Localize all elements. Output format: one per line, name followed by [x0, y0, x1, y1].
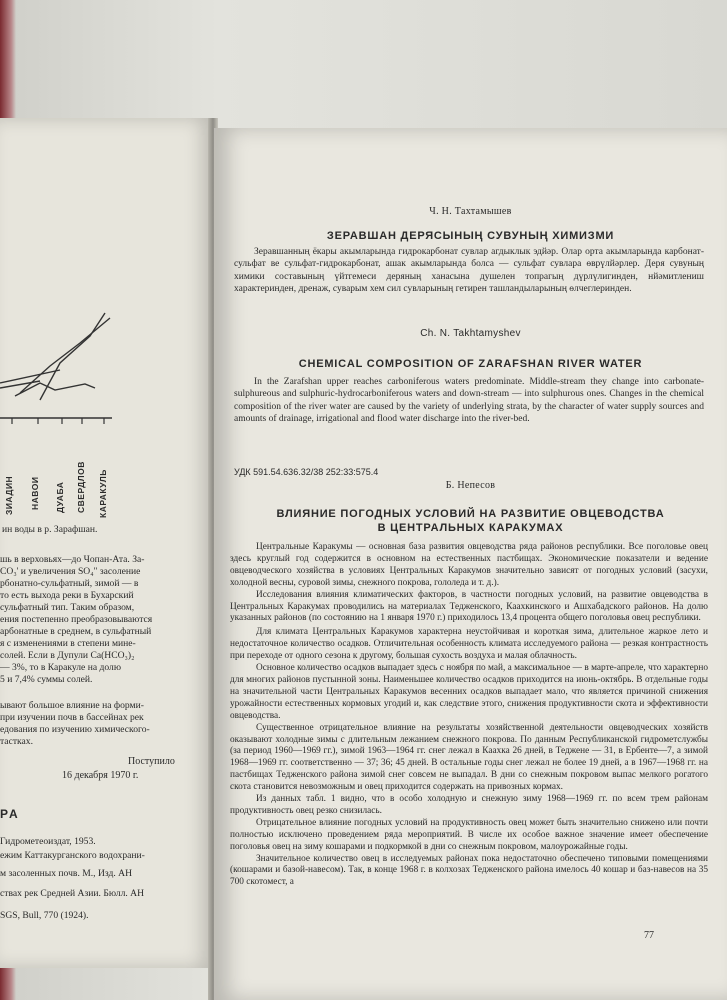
water-chemistry-chart — [0, 288, 212, 488]
left-line: CO₃' и увеличения SO₄" засоление — [0, 566, 141, 577]
body-paragraph: Значительное количество овец в исследуемых районах пока недостаточно обеспечено типовыми помещениями (кошарами и базой-навесом). Так, в конце 1968 г. в колхозах Тедженского района имелось 40 кошар и баз-навесов на 35 700 скотомест, а — [230, 853, 708, 888]
left-line: ения постепенно преобразовываются — [0, 614, 153, 625]
right-page — [214, 128, 727, 1000]
left-line: тастках. — [0, 736, 33, 747]
body-paragraph: Центральные Каракумы — основная база развития овцеводства ряда районов республики. Все поголовье овец здесь круглый год содержится в основном на естественных пастбищах. Экономические показатели и ведение овцеводческого хозяйства в условиях Центральных Каракумов значительно зависят от погодных условий (засухи, холодной весны, суровой зимы, снежного покрова, гололеда и т. д.). — [230, 542, 708, 588]
axis-label-karakul: КАРАКУЛЬ — [98, 469, 108, 518]
left-line: то есть выхода реки в Бухарский — [0, 590, 134, 601]
left-line: — 3%, то в Каракуле на долю — [0, 662, 121, 673]
left-line: арбонатные в среднем, в сульфатный — [0, 626, 152, 637]
axis-label-sverdlov: СВЕРДЛОВ — [76, 461, 86, 513]
body-paragraph: Исследования влияния климатических факторов, в частности погодных условий, на развитие овцеводства в Центральных Каракумах проводились на материалах Тедженского, Каахкинского и Ашхабадского районов. На долю указанных районов (по состоянию на 1 января 1970 г.) приходилось 13,4 процента общего поголовья овец республики. — [230, 589, 708, 624]
left-line: я с изменениями в степени мине- — [0, 638, 136, 649]
uz-title: ЗЕРАВШАН ДЕРЯСЫНЫҢ СУВУНЫҢ ХИМИЗМИ — [326, 230, 615, 242]
ru-title-line2: В ЦЕНТРАЛЬНЫХ КАРАКУМАХ — [377, 522, 564, 534]
section-letters: РА — [0, 807, 20, 821]
body-paragraph: Существенное отрицательное влияние на результаты хозяйственной деятельности овцеводческих хозяйств оказывают холодные зимы с длительным лежанием снежного покрова. По данным Республиканской гидрометслужбы (за период 1960—1969 гг.), зимой 1963—1964 гг. снег лежал в Каахка 26 дней, в Теджене — 31, в Ербенте—7, а зимой 1968—1969 гг. соответственно — 37; 36; 45 дней. В остальные годы снег лежал не более 19 дней, а в 1967—1968 гг. на пастбищах Тедженского района зимой снег совсем не выпадал. В дни со снежным покровом выпас мелкого рогатого скота становится невозможным и овец приходится содержать на привозных кормах. — [230, 722, 708, 793]
left-line: рбонатно-сульфатный, зимой — в — [0, 578, 139, 589]
ru-article-body — [230, 542, 708, 889]
received-label: Поступило — [128, 756, 175, 767]
left-line: при изучении почв в бассейнах рек — [0, 712, 144, 723]
left-line: сульфатный тип. Таким образом, — [0, 602, 135, 613]
left-page — [0, 118, 212, 968]
reference-line: ежим Каттакурганского водохрани- — [0, 850, 145, 861]
axis-label-ziadin: ЗИАДИН — [4, 475, 14, 515]
axis-label-navoi: НАВОИ — [30, 476, 40, 510]
left-line: шь в верховьях—до Чопан-Ата. За- — [0, 554, 145, 565]
ru-title-line1: ВЛИЯНИЕ ПОГОДНЫХ УСЛОВИЙ НА РАЗВИТИЕ ОВЦЕВОДСТВА — [276, 508, 665, 520]
body-paragraph: Основное количество осадков выпадает здесь с ноября по май, а максимальное — в марте-апреле, что характерно для многих районов пустынной зоны. Наименьшее количество осадков приходится на июнь-октябрь. В отдельные годы на значительной части Центральных Каракумов весенних осадков выпадает мало, что является причиной снижения урожайности естественных кормовых угодий и, как следствие этого, снижения продуктивности скота и эффективности овцеводства. — [230, 663, 708, 721]
en-abstract: In the Zarafshan upper reaches carboniferous waters predominate. Middle-stream they change into carbonate-sulphureous and sulphuric-hydrocarboniferous waters and down-stream — into sulphurous ones. Changes in the chemical composition of the river water are caused by the variety of underlying strata, by the character of water supply sources and amounts of drainage, irrigational and flood water discharge into the river-bed. — [234, 377, 704, 424]
ru-author: Б. Непесов — [445, 480, 496, 491]
udk-code: УДК 591.54.636.32/38 252:33:575.4 — [234, 467, 379, 477]
axis-label-duaba: ДУАБА — [55, 481, 65, 513]
reference-line: ствах рек Средней Азии. Бюлл. АН — [0, 888, 145, 899]
en-author: Ch. N. Takhtamyshev — [420, 328, 521, 339]
en-title: CHEMICAL COMPOSITION OF ZARAFSHAN RIVER WATER — [298, 358, 643, 370]
reference-line: SGS, Bull, 770 (1924). — [0, 910, 89, 921]
received-date: 16 декабря 1970 г. — [62, 770, 139, 781]
uz-author: Ч. Н. Тахтамышев — [429, 206, 512, 217]
left-line: солей. Если в Дупули Ca(HCO₃)₂ — [0, 650, 135, 661]
page-number: 77 — [644, 930, 654, 941]
left-line: едования по изучению химического- — [0, 724, 150, 735]
left-line: 5 и 7,4% суммы солей. — [0, 674, 93, 685]
left-line: ывают большое влияние на форми- — [0, 700, 144, 711]
uz-abstract: Зеравшанның ёкары акымларында гидрокарбонат сувлар агдыклык эдйәр. Олар орта акымларында карбонат-сульфат ве сульфат-гидрокарбонат, ашак акымларында болса — сульфат сувлара өврүлйәрлер. Деря сувуның химики составының үйтгемеси деряның ханасына душелен топрагың дүрлүлигинден, нйәмитлениш характеринден, дренаж, суварым хем сил сувларының гетирен ташландыларының өлчеглеринден. — [234, 247, 704, 294]
reference-line: Гидрометеоиздат, 1953. — [0, 836, 96, 847]
chart-line-4 — [20, 318, 110, 393]
chart-line-3 — [15, 383, 95, 396]
reference-line: м засоленных почв. М., Изд. АН — [0, 868, 133, 879]
body-paragraph: Для климата Центральных Каракумов характерна неустойчивая и короткая зима, длительное жаркое лето и недостаточное количество осадков. Отличительная особенность климата исследуемого района — резкая контрастность при переходе от одного сезона к другому, большая сухость воздуха и малая облачность. — [230, 627, 708, 662]
chart-caption: ин воды в р. Зарафшан. — [2, 524, 98, 535]
body-paragraph: Из данных табл. 1 видно, что в особо холодную и снежную зиму 1968—1969 гг. по всем трем районам продуктивность овец резко снизилась. — [230, 794, 708, 816]
body-paragraph: Отрицательное влияние погодных условий на продуктивность овец может быть значительно снижено или почти полностью исключено проведением ряда мероприятий. В числе их особое важное значение имеет обеспечение поголовья овец на зиму кошарами и подкормкой в дни со снежным покровом, малоурожайные годы. — [230, 817, 708, 852]
